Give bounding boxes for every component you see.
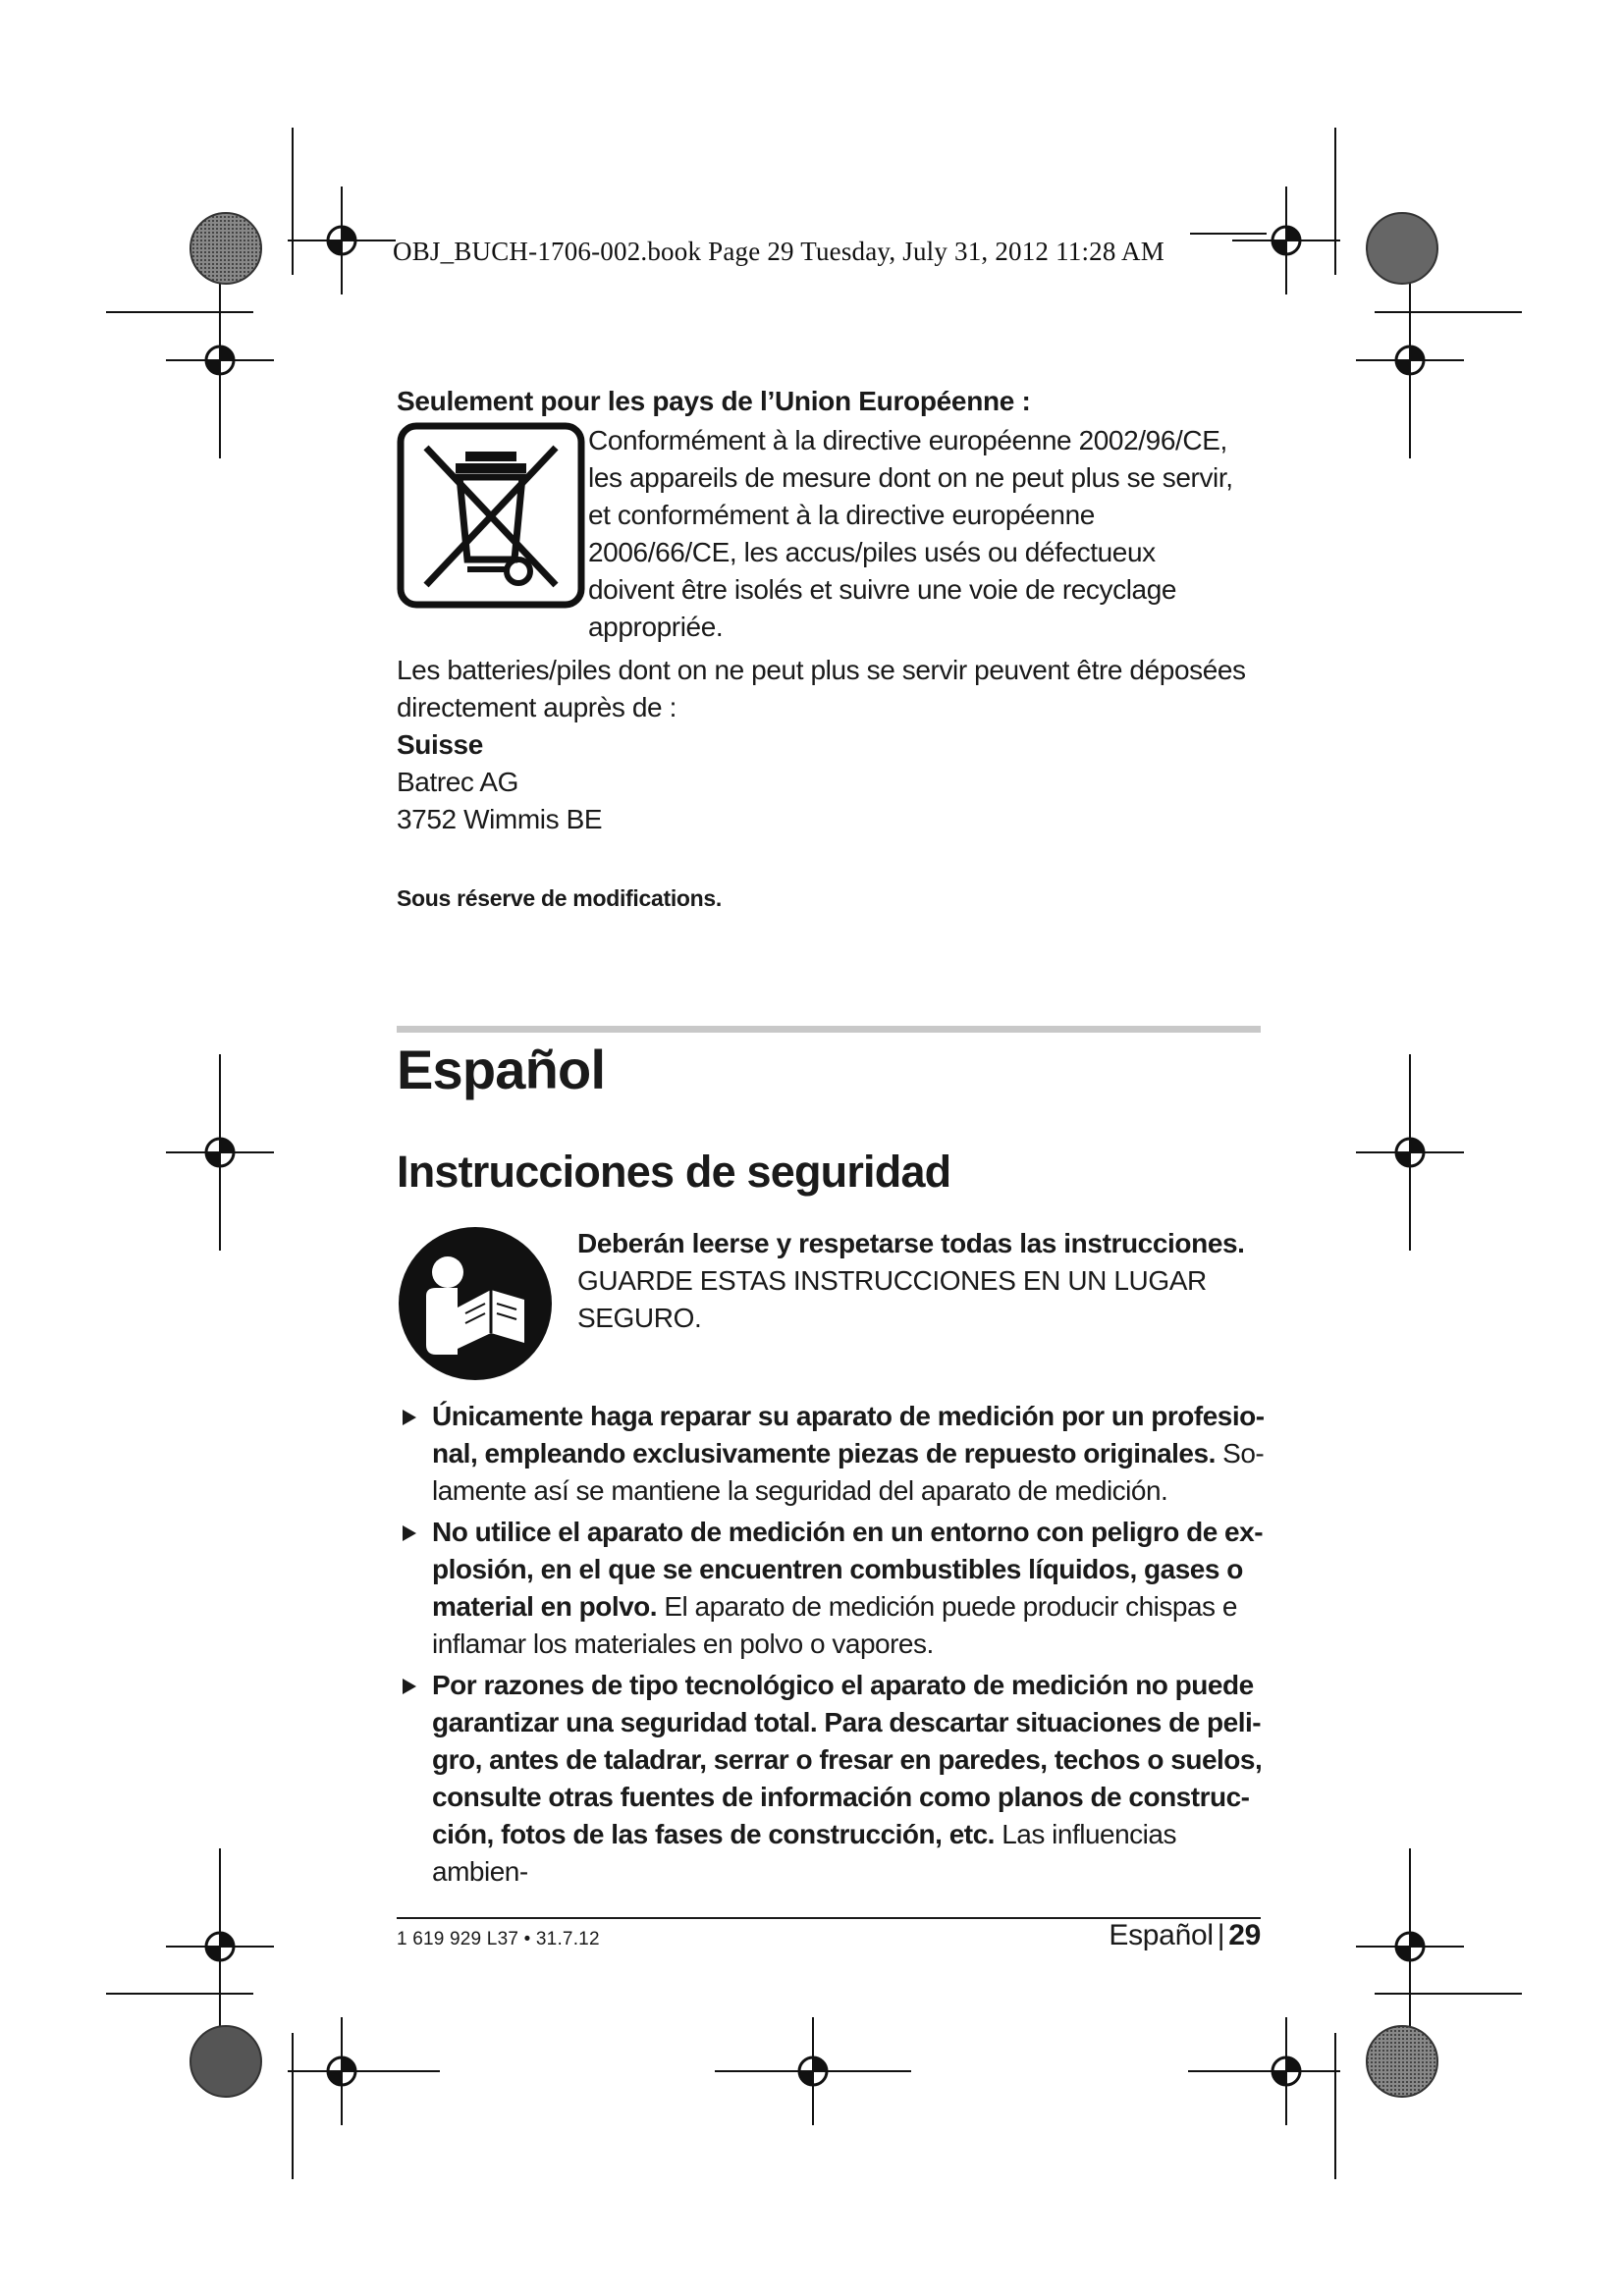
read-instructions-bold: Deberán leerse y respetarse todas las instrucciones. (577, 1228, 1245, 1258)
bullet-normal-text: Las influencias ambien- (432, 1819, 1176, 1887)
bullet-triangle-icon (403, 1679, 416, 1694)
footer-page-label (1109, 1919, 1261, 1952)
company-address: 3752 Wimmis BE (397, 804, 603, 834)
footer-page-number: 29 (1228, 1919, 1261, 1951)
language-heading: Español (397, 1039, 606, 1100)
safety-bullet (397, 1667, 1265, 1891)
footer-language: Español (1109, 1919, 1214, 1951)
batteries-paragraph (397, 652, 1261, 838)
weee-line: appropriée. (588, 612, 724, 642)
footer-doc-code: 1 619 929 L37 • 31.7.12 (397, 1929, 600, 1949)
reserve-note: Sous réserve de modifications. (397, 885, 723, 911)
footer-separator: | (1217, 1919, 1225, 1951)
safety-bullet-list (397, 1398, 1265, 1895)
weee-line: doivent être isolés et suivre une voie de recyclage (588, 574, 1177, 605)
weee-line: les appareils de mesure dont on ne peut plus se servir, (588, 462, 1233, 493)
bullet-normal-text: So-lamente así se mantiene la seguridad del aparato de medición. (432, 1438, 1265, 1506)
bullet-bold-text: Únicamente haga reparar su aparato de medición por un profesio-nal, empleando exclusivamente piezas de repuesto originales. (432, 1401, 1265, 1468)
safety-heading: Instrucciones de seguridad (397, 1147, 951, 1197)
weee-notice (397, 422, 1261, 646)
eu-disposal-section (397, 383, 1261, 912)
read-instructions-text (577, 1225, 1261, 1387)
page-header-file-info: OBJ_BUCH-1706-002.book Page 29 Tuesday, July 31, 2012 11:28 AM (393, 237, 1164, 266)
company-name: Batrec AG (397, 767, 519, 797)
read-manual-icon (397, 1225, 575, 1387)
read-instructions-notice (397, 1225, 1261, 1387)
weee-line: 2006/66/CE, les accus/piles usés ou défectueux (588, 537, 1156, 567)
batteries-line: directement auprès de : (397, 692, 677, 722)
bullet-bold-text: No utilice el aparato de medición en un entorno con peligro de ex-plosión, en el que se encuentren combustibles líquidos, gases o material en polvo. (432, 1517, 1264, 1622)
bullet-normal-text: El aparato de medición puede producir chispas e inflamar los materiales en polvo o vapores. (432, 1591, 1237, 1659)
bullet-triangle-icon (403, 1525, 416, 1541)
safety-bullet (397, 1514, 1265, 1663)
weee-line: et conformément à la directive européenne (588, 500, 1095, 530)
country-name: Suisse (397, 729, 483, 760)
crossed-out-wheelie-bin-icon (397, 422, 588, 646)
weee-text (588, 422, 1256, 646)
batteries-line: Les batteries/piles dont on ne peut plus se servir peuvent être déposées (397, 655, 1246, 685)
eu-section-title: Seulement pour les pays de l’Union Européenne : (397, 386, 1031, 416)
weee-line: Conformément à la directive européenne 2002/96/CE, (588, 425, 1227, 455)
bullet-triangle-icon (403, 1410, 416, 1425)
safety-bullet (397, 1398, 1265, 1510)
bullet-bold-text: Por razones de tipo tecnológico el aparato de medición no puede garantizar una seguridad total. Para descartar situaciones de peli-gro, antes de taladrar, serrar o fresar en paredes, techos o suelos, consulte otras fuentes de información como planos de construc-ción, fotos de las fases de construcción, etc. (432, 1670, 1263, 1849)
read-instructions-keep: GUARDE ESTAS INSTRUCCIONES EN UN LUGAR SEGURO. (577, 1265, 1207, 1333)
